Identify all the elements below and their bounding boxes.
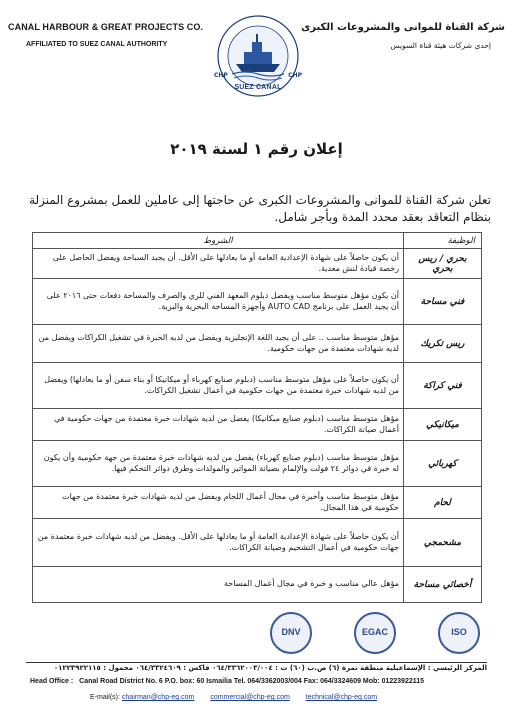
- table-row: [33, 279, 482, 325]
- certification-seals: [270, 612, 480, 658]
- logo-chp-right: CHP: [288, 72, 302, 79]
- announcement-intro: تعلن شركة القناة للموانى والمشروعات الكبرى عن حاجتها إلى عاملين للعمل بمشروع المنزلة بنظام التعاقد بعقد محدد المدة وبأجر شامل.: [29, 193, 491, 224]
- conditions-cell: أن يكون حاصلاً على مؤهل متوسط مناسب (دبلوم صنايع كهرباء أو ميكانيكا أو بناء سفن أو ما يعادلها) ويفضل من لديه شهادات خبرة معتمدة من جهات حكومية في أعمال تشغيل الكراكات.: [33, 363, 404, 409]
- conditions-cell: مؤهل متوسط مناسب وأخبرة في مجال أعمال اللحام ويفضل من لديه شهادات خبرة معتمدة من جهات حكومية في هذا المجال.: [33, 487, 404, 519]
- conditions-cell: مؤهل عالي مناسب و خبرة في مجال أعمال المساحة: [33, 567, 404, 603]
- email-link[interactable]: commercial@chp-eg.com: [210, 694, 290, 701]
- conditions-cell: مؤهل متوسط مناسب (دبلوم صنايع ميكانيكا) يفضل من لديه شهادات خبرة معتمدة من جهات حكومية في أعمال صيانة الكراكات.: [33, 409, 404, 441]
- footer-address-ar: المركز الرئيسي : الإسماعيلية منطقة نمرة (٦) ص.ب (٦٠) ت : ٠٦٤/٣٣٦٢٠٠٣/٠٠٤ فاكس : ٠٦٤/٣٣٢٤٦٠٩ محمول : ٠١٢٢٣٩٢٢١١٥: [53, 664, 487, 672]
- email-label: E-mail(s):: [90, 694, 120, 701]
- certification-seal-icon: [270, 612, 312, 654]
- header-english: [8, 22, 228, 48]
- table-row: [33, 363, 482, 409]
- job-cell: بحري / ريس بحري: [404, 249, 482, 279]
- certification-seal-icon: [354, 612, 396, 654]
- conditions-cell: مؤهل متوسط مناسب .. على أن يجيد اللغة الإنجليزية ويفضل من لديه الخبرة في تشغيل الكراكات ويفضل من لديه شهادات معتمدة من جهات حكومية.: [33, 325, 404, 363]
- table-row: [33, 325, 482, 363]
- ship-emblem-icon: [208, 8, 308, 108]
- job-cell: ريس تكريك: [404, 325, 482, 363]
- job-cell: فني كراكة: [404, 363, 482, 409]
- footer-emails: [90, 694, 490, 701]
- certification-seal-icon: [438, 612, 480, 654]
- conditions-cell: أن يكون حاصلاً على شهادة الإعدادية العامة أو ما يعادلها على الأقل. أن يجيد السباحة ويفضل الحاصل على رخصة قيادة لنش معدية.: [33, 249, 404, 279]
- job-cell: ميكانيكي: [404, 409, 482, 441]
- job-cell: مشحمجي: [404, 519, 482, 567]
- company-name-en: CANAL HARBOUR & GREAT PROJECTS CO.: [8, 22, 204, 32]
- email-link[interactable]: technical@chp-eg.com: [305, 694, 378, 701]
- table-row: [33, 487, 482, 519]
- seal-label: EGAC: [361, 627, 388, 637]
- table-row: [33, 249, 482, 279]
- job-cell: فني مساحة: [404, 279, 482, 325]
- logo-brand: SUEZ CANAL: [234, 84, 282, 91]
- header-arabic: [285, 22, 505, 50]
- announcement-title: إعلان رقم ١ لسنة ٢٠١٩: [170, 140, 343, 158]
- header-job: الوظيفة: [404, 233, 482, 249]
- conditions-cell: مؤهل متوسط مناسب (دبلوم صنايع كهرباء) يفضل من لديه شهادات خبرة معتمدة من جهة حكومية وأن يكون له خبرة في دوائر ٢٤ فولت والإلمام بصيانة المواتير والمولدات وطرق دوائر التحكم فيها.: [33, 441, 404, 487]
- company-name-ar: شركة القناة للموانى والمشروعات الكبرى: [301, 22, 505, 33]
- table-row: [33, 441, 482, 487]
- head-office-label: Head Office :: [30, 678, 74, 685]
- company-logo: [208, 8, 308, 108]
- logo-chp-left: CHP: [214, 72, 228, 79]
- job-cell: أخصائي مساحة: [404, 567, 482, 603]
- footer-address-en: [30, 678, 490, 685]
- table-row: [33, 567, 482, 603]
- table-header-row: [33, 233, 482, 249]
- head-office-address: Canal Road District No. 6 P.O. box: 60 Ismailia Tel. 064/3362003/004 Fax: 064/3324609 Mob: 01223922115: [79, 678, 425, 685]
- conditions-cell: أن يكون حاصلاً على شهادة الإعدادية العامة أو ما يعادلها على الأقل. ويفضل من لديه شهادات خبرة معتمدة من جهات حكومية في أعمال التشحيم وصيانة الكراكات.: [33, 519, 404, 567]
- header-conditions: الشروط: [33, 233, 404, 249]
- table-row: [33, 409, 482, 441]
- email-link[interactable]: chairman@chp-eg.com: [121, 694, 195, 701]
- job-cell: لحام: [404, 487, 482, 519]
- job-cell: كهربائي: [404, 441, 482, 487]
- seal-label: ISO: [451, 627, 467, 637]
- affiliation-en: AFFILIATED TO SUEZ CANAL AUTHORITY: [26, 41, 168, 48]
- table-row: [33, 519, 482, 567]
- jobs-table: [32, 232, 482, 603]
- footer-divider: [26, 662, 487, 663]
- conditions-cell: أن يكون مؤهل متوسط مناسب ويفضل دبلوم المعهد الفني للري والصرف والمساحة دفعات حتى ٢٠١٦ على أن يجيد العمل على برنامج AUTO CAD وأجهزة المساحة البحرية والبرية.: [33, 279, 404, 325]
- affiliation-ar: إحدى شركات هيئة قناة السويس: [390, 41, 491, 50]
- seal-label: DNV: [281, 627, 301, 637]
